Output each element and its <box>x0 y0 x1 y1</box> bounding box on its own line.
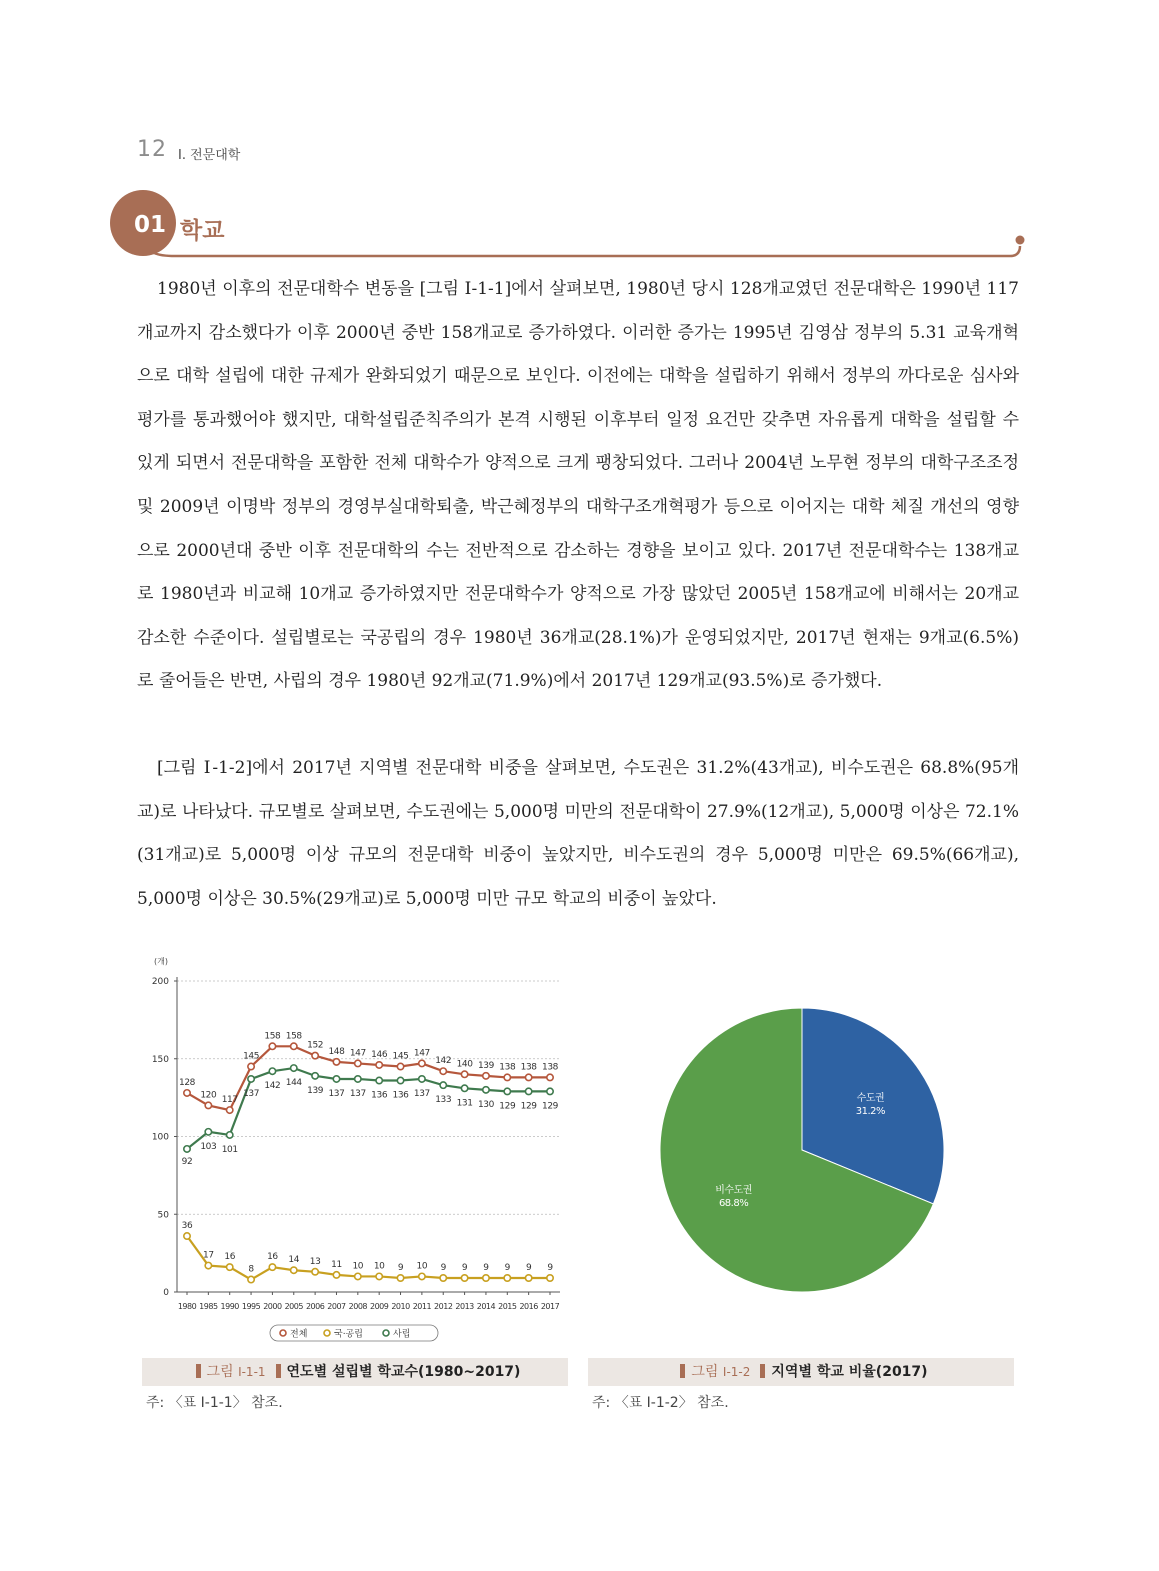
data-point <box>355 1076 361 1082</box>
data-point <box>248 1076 254 1082</box>
data-point <box>376 1062 382 1068</box>
x-tick-label: 2016 <box>519 1302 538 1311</box>
data-point <box>483 1087 489 1093</box>
data-label: 142 <box>264 1081 281 1092</box>
data-point <box>376 1077 382 1083</box>
data-point <box>184 1233 190 1239</box>
data-point <box>333 1059 339 1065</box>
data-label: 9 <box>504 1263 510 1274</box>
legend-label: 전체 <box>290 1329 308 1340</box>
data-label: 139 <box>477 1060 494 1071</box>
data-point <box>397 1063 403 1069</box>
data-label: 9 <box>547 1263 553 1274</box>
data-label: 136 <box>392 1090 409 1101</box>
x-tick-label: 2013 <box>455 1302 474 1311</box>
legend-marker <box>383 1330 389 1336</box>
data-point <box>504 1275 510 1281</box>
data-point <box>205 1102 211 1108</box>
x-tick-label: 1990 <box>220 1302 239 1311</box>
data-point <box>525 1088 531 1094</box>
data-point <box>312 1052 318 1058</box>
data-label: 128 <box>179 1077 195 1088</box>
data-label: 145 <box>243 1051 260 1062</box>
x-tick-label: 2007 <box>327 1302 346 1311</box>
data-point <box>291 1065 297 1071</box>
data-label: 117 <box>221 1095 238 1106</box>
data-point <box>291 1043 297 1049</box>
data-label: 129 <box>499 1101 516 1112</box>
caption-marker <box>680 1364 685 1378</box>
caption-marker <box>276 1364 281 1378</box>
data-label: 13 <box>309 1256 321 1267</box>
data-label: 120 <box>200 1090 217 1101</box>
data-point <box>291 1267 297 1273</box>
figure2-note: 주: 〈표 Ⅰ-1-2〉 참조. <box>592 1395 729 1411</box>
pie-slice-label: 수도권 <box>856 1093 885 1105</box>
page-number: 12 <box>137 137 167 162</box>
data-point <box>461 1071 467 1077</box>
x-tick-label: 2010 <box>391 1302 410 1311</box>
data-label: 9 <box>461 1263 468 1274</box>
x-tick-label: 2011 <box>412 1302 432 1311</box>
chart-legend <box>270 1325 438 1341</box>
data-point <box>547 1275 553 1281</box>
data-label: 131 <box>456 1098 473 1109</box>
data-label: 16 <box>267 1252 278 1263</box>
x-tick-label: 1995 <box>241 1302 261 1311</box>
y-tick-label: 100 <box>151 1132 169 1143</box>
section-divider-line <box>0 0 1159 270</box>
data-point <box>312 1073 318 1079</box>
series-line-2 <box>187 1236 550 1280</box>
data-label: 137 <box>328 1088 345 1099</box>
data-label: 101 <box>221 1144 238 1155</box>
data-label: 147 <box>349 1048 366 1059</box>
x-tick-label: 2015 <box>498 1302 517 1311</box>
y-tick-label: 200 <box>151 977 169 987</box>
data-label: 129 <box>520 1101 537 1112</box>
x-tick-label: 2014 <box>476 1302 496 1311</box>
data-label: 139 <box>307 1085 324 1096</box>
data-point <box>312 1269 318 1275</box>
data-label: 14 <box>288 1255 300 1266</box>
data-point <box>205 1129 211 1135</box>
data-point <box>397 1077 403 1083</box>
data-point <box>227 1264 233 1270</box>
data-point <box>205 1262 211 1268</box>
x-tick-label: 2005 <box>284 1302 303 1311</box>
figure2-caption <box>588 1358 1014 1386</box>
legend-label: 국·공립 <box>334 1329 363 1340</box>
data-point <box>227 1107 233 1113</box>
body-paragraph-1: 1980년 이후의 전문대학수 변동을 [그림 Ⅰ-1-1]에서 살펴보면, 1980년 당시 128개교였던 전문대학은 1990년 117개교까지 감소했다가 이후 2000년 중반 158개교로 증가하였다. 이러한 증가는 1995년 김영삼 정부의 5.31 교육개혁으로 대학 설립에 대한 규제가 완화되었기 때문으로 보인다. 이전에는 대학을 설립하기 위해서 정부의 까다로운 심사와 평가를 통과했어야 했지만, 대학설립준칙주의가 본격 시행된 이후부터 일정 요건만 갖추면 자유롭게 대학을 설립할 수 있게 되면서 전문대학을 포함한 전체 대학수가 양적으로 크게 팽창되었다. 그러나 2004년 노무현 정부의 대학구조조정 및 2009년 이명박 정부의 경영부실대학퇴출, 박근혜정부의 대학구조개혁평가 등으로 이어지는 대학 체질 개선의 영향으로 2000년대 중반 이후 전문대학의 수는 전반적으로 감소하는 경향을 보이고 있다. 2017년 전문대학수는 138개교로 1980년과 비교해 10개교 증가하였지만 전문대학수가 양적으로 가장 많았던 2005년 158개교에 비해서는 20개교 감소한 수준이다. 설립별로는 국공립의 경우 1980년 36개교(28.1%)가 운영되었지만, 2017년 현재는 9개교(6.5%)로 줄어들은 반면, 사립의 경우 1980년 92개교(71.9%)에서 2017년 129개교(93.5%)로 증가했다. <box>137 279 1019 692</box>
data-label: 136 <box>371 1090 388 1101</box>
data-label: 137 <box>413 1088 430 1099</box>
data-label: 145 <box>392 1051 409 1062</box>
data-label: 9 <box>397 1263 404 1274</box>
data-label: 16 <box>224 1252 236 1263</box>
data-point <box>248 1276 254 1282</box>
data-point <box>227 1132 233 1138</box>
data-point <box>269 1068 275 1074</box>
data-label: 137 <box>349 1088 366 1099</box>
data-point <box>419 1273 425 1279</box>
data-point <box>355 1060 361 1066</box>
figure1-caption-number: Ⅰ-1-1 <box>238 1365 266 1379</box>
data-label: 137 <box>243 1088 260 1099</box>
body-paragraph-2: [그림 Ⅰ-1-2]에서 2017년 지역별 전문대학 비중을 살펴보면, 수도권은 31.2%(43개교), 비수도권은 68.8%(95개교)로 나타났다. 규모별로 살펴보면, 수도권에는 5,000명 미만의 전문대학이 27.9%(12개교), 5,000명 이상은 72.1%(31개교)로 5,000명 이상 규모의 전문대학 비중이 높았지만, 비수도권의 경우 5,000명 미만은 69.5%(66개교), 5,000명 이상은 30.5%(29개교)로 5,000명 미만 규모 학교의 비중이 높았다. <box>137 758 1019 909</box>
caption-marker <box>760 1364 765 1378</box>
figure2-caption-label: 그림 <box>691 1364 719 1380</box>
data-point <box>440 1082 446 1088</box>
data-label: 92 <box>181 1156 193 1167</box>
x-tick-label: 1985 <box>199 1302 218 1311</box>
chapter-title: Ⅰ. 전문대학 <box>178 148 241 163</box>
data-point <box>483 1275 489 1281</box>
y-tick-label: 50 <box>157 1210 169 1221</box>
data-point <box>483 1073 489 1079</box>
data-label: 138 <box>499 1062 516 1073</box>
pie-slice-value: 31.2% <box>855 1106 886 1118</box>
x-tick-label: 2006 <box>305 1302 325 1311</box>
data-label: 103 <box>200 1141 217 1152</box>
data-point <box>419 1060 425 1066</box>
y-tick-label: 150 <box>151 1054 169 1065</box>
figure2-caption-title: 지역별 학교 비율(2017) <box>771 1364 928 1380</box>
data-point <box>440 1068 446 1074</box>
figure1-note: 주: 〈표 Ⅰ-1-1〉 참조. <box>146 1395 283 1411</box>
x-tick-label: 2009 <box>369 1302 389 1311</box>
data-point <box>376 1273 382 1279</box>
legend-label: 사립 <box>393 1329 411 1340</box>
x-tick-label: 2000 <box>263 1302 282 1311</box>
data-point <box>504 1074 510 1080</box>
data-point <box>419 1076 425 1082</box>
figure2-caption-number: Ⅰ-1-2 <box>722 1365 751 1379</box>
section-title: 학교 <box>180 218 225 244</box>
data-point <box>525 1275 531 1281</box>
data-label: 9 <box>483 1263 489 1274</box>
caption-marker <box>196 1364 201 1378</box>
series-line-1 <box>187 1046 550 1110</box>
data-label: 17 <box>203 1250 214 1261</box>
figure1-caption <box>142 1358 568 1386</box>
data-label: 158 <box>264 1031 281 1042</box>
figure1-caption-title: 연도별 설립별 학교수(1980~2017) <box>286 1364 521 1380</box>
data-label: 138 <box>520 1062 537 1073</box>
data-point <box>461 1275 467 1281</box>
x-tick-label: 2017 <box>540 1302 560 1311</box>
data-label: 36 <box>181 1221 193 1232</box>
data-label: 144 <box>285 1078 302 1089</box>
data-point <box>397 1275 403 1281</box>
data-label: 10 <box>416 1261 428 1272</box>
x-tick-label: 2008 <box>348 1302 368 1311</box>
data-label: 138 <box>542 1062 558 1073</box>
data-point <box>184 1146 190 1152</box>
y-axis-unit: (개) <box>154 957 168 966</box>
data-label: 146 <box>371 1049 388 1060</box>
data-point <box>525 1074 531 1080</box>
data-point <box>440 1275 446 1281</box>
data-label: 8 <box>248 1264 254 1275</box>
data-label: 10 <box>352 1261 364 1272</box>
pie-chart-region-ratio <box>650 1000 960 1300</box>
pie-slice-label: 비수도권 <box>715 1184 752 1196</box>
figure1-caption-label: 그림 <box>206 1364 234 1380</box>
data-point <box>269 1043 275 1049</box>
line-chart-school-count <box>140 950 580 1350</box>
data-point <box>333 1272 339 1278</box>
legend-marker <box>324 1330 330 1336</box>
legend-marker <box>280 1330 286 1336</box>
data-label: 142 <box>435 1056 452 1067</box>
data-label: 140 <box>456 1059 473 1070</box>
data-label: 130 <box>477 1099 494 1110</box>
data-point <box>547 1088 553 1094</box>
data-point <box>184 1090 190 1096</box>
data-label: 129 <box>542 1101 558 1112</box>
data-point <box>355 1273 361 1279</box>
data-label: 148 <box>328 1046 345 1057</box>
data-point <box>333 1076 339 1082</box>
pie-slice-value: 68.8% <box>718 1197 749 1209</box>
data-point <box>547 1074 553 1080</box>
data-label: 133 <box>435 1095 452 1106</box>
data-label: 10 <box>373 1261 385 1272</box>
data-point <box>269 1264 275 1270</box>
data-point <box>504 1088 510 1094</box>
data-label: 158 <box>285 1031 302 1042</box>
data-label: 9 <box>525 1263 532 1274</box>
data-label: 147 <box>413 1048 430 1059</box>
section-number: 01 <box>134 212 167 238</box>
data-label: 11 <box>331 1259 342 1270</box>
x-tick-label: 2012 <box>434 1302 453 1311</box>
x-tick-label: 1980 <box>177 1302 197 1311</box>
data-point <box>461 1085 467 1091</box>
data-label: 152 <box>307 1040 324 1051</box>
data-point <box>248 1063 254 1069</box>
y-tick-label: 0 <box>163 1288 169 1298</box>
data-label: 9 <box>440 1263 446 1274</box>
